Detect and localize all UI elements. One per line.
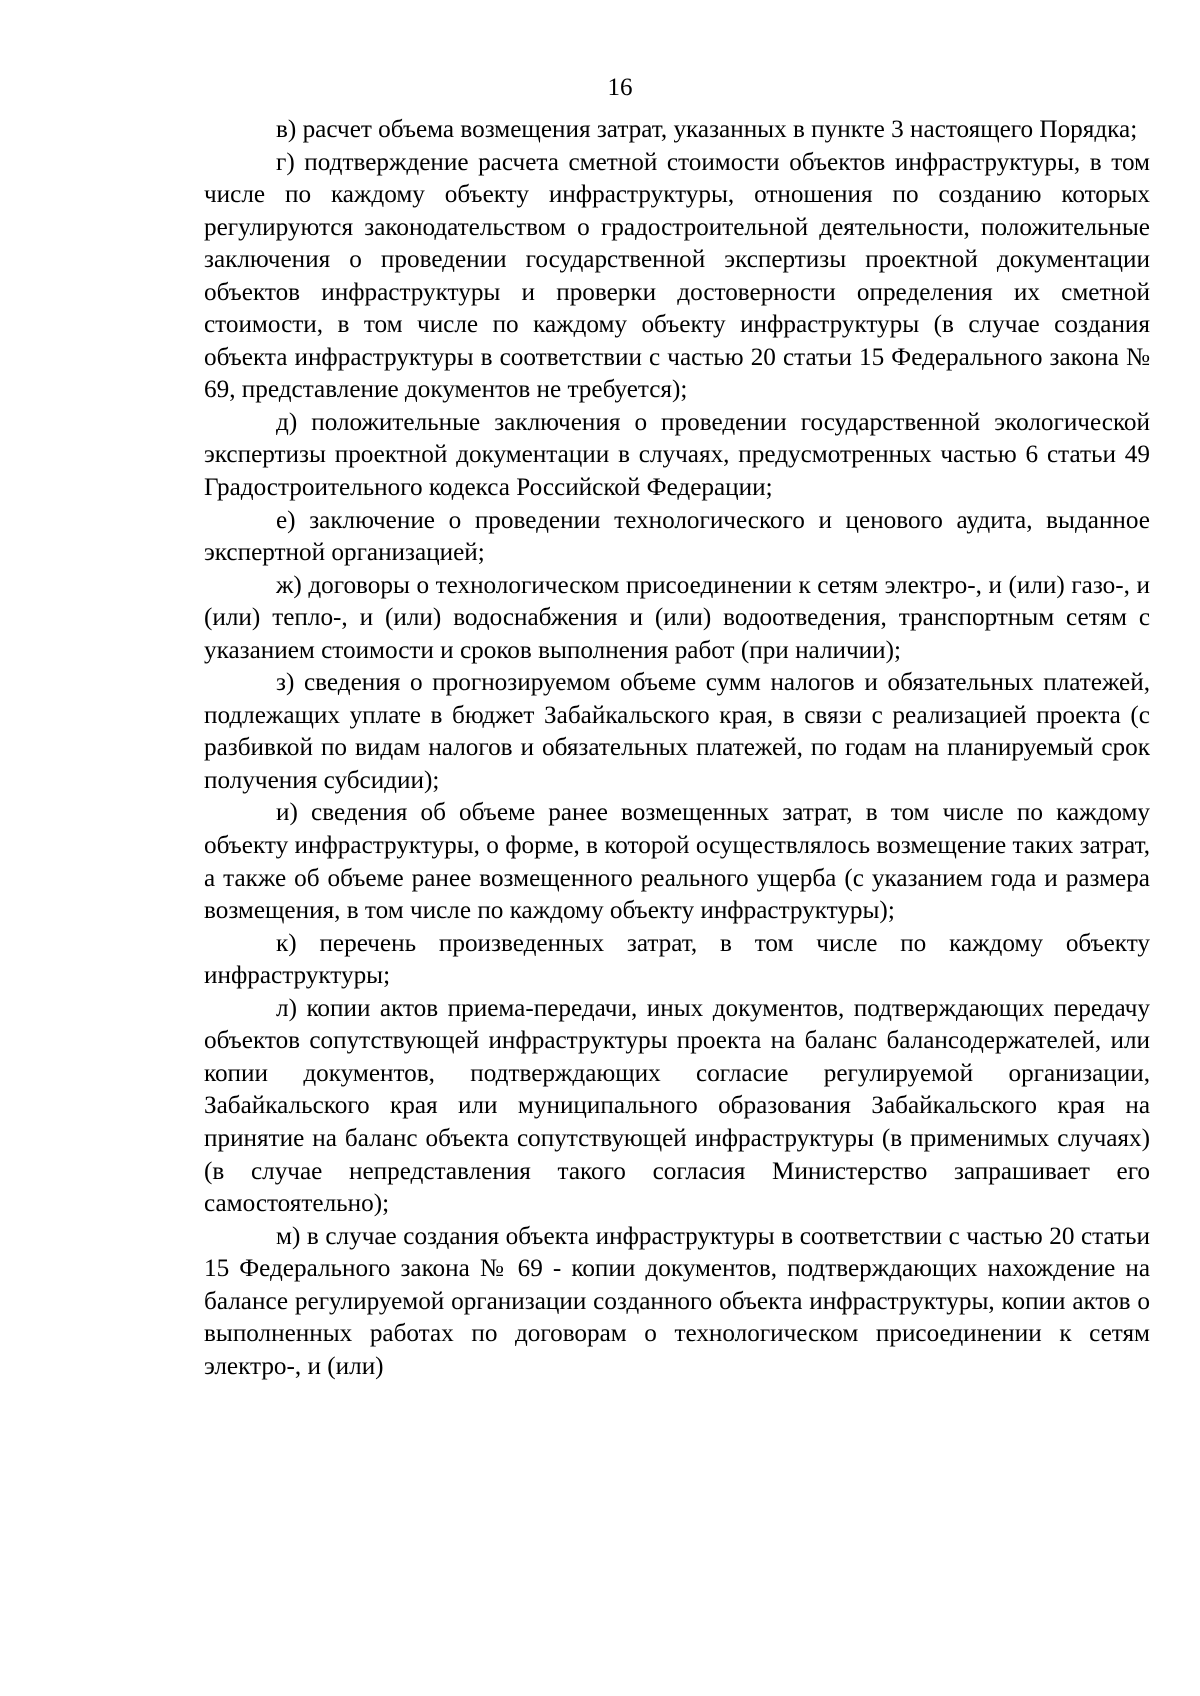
paragraph-z: з) сведения о прогнозируемом объеме сумм налогов и обязательных платежей, подлежащих уплате в бюджет Забайкальского края, в связи с реализацией проекта (с разбивкой по видам налогов и обязательных платежей, по годам на планируемый срок получения субсидии); xyxy=(204,669,1150,794)
document-body xyxy=(204,114,1150,1383)
paragraph-i: и) сведения об объеме ранее возмещенных затрат, в том числе по каждому объекту инфраструктуры, о форме, в которой осуществлялось возмещение таких затрат, а также об объеме ранее возмещенного реального ущерба (с указанием года и размера возмещения, в том числе по каждому объекту инфраструктуры); xyxy=(204,799,1150,925)
paragraph-d: д) положительные заключения о проведении государственной экологической экспертизы проектной документации в случаях, предусмотренных частью 6 статьи 49 Градостроительного кодекса Российской Федерации; xyxy=(204,408,1150,502)
page-number: 16 xyxy=(607,74,633,101)
paragraph-m: м) в случае создания объекта инфраструктуры в соответствии с частью 20 статьи 15 Федерального закона № 69 - копии документов, подтверждающих нахождение на балансе регулируемой организации созданного объекта инфраструктуры, копии актов о выполненных работах по договорам о технологическом присоединении к сетям электро-, и (или) xyxy=(204,1222,1150,1380)
paragraph-k: к) перечень произведенных затрат, в том числе по каждому объекту инфраструктуры; xyxy=(204,929,1150,990)
paragraph-zh: ж) договоры о технологическом присоединении к сетям электро-, и (или) газо-, и (или) тепло-, и (или) водоснабжения и (или) водоотведения, транспортным сетям с указанием стоимости и сроков выполнения работ (при наличии); xyxy=(204,571,1150,664)
paragraph-v: в) расчет объема возмещения затрат, указанных в пункте 3 настоящего Порядка; xyxy=(276,116,1138,143)
paragraph-e: е) заключение о проведении технологического и ценового аудита, выданное экспертной организацией; xyxy=(204,506,1150,567)
paragraph-g: г) подтверждение расчета сметной стоимости объектов инфраструктуры, в том числе по каждому объекту инфраструктуры, отношения по созданию которых регулируются законодательством о градостроительной деятельности, положительные заключения о проведении государственной экспертизы проектной документации объектов инфраструктуры и проверки достоверности определения их сметной стоимости, в том числе по каждому объекту инфраструктуры (в случае создания объекта инфраструктуры в соответствии с частью 20 статьи 15 Федерального закона № 69, представление документов не требуется); xyxy=(204,148,1150,404)
paragraph-l: л) копии актов приема-передачи, иных документов, подтверждающих передачу объектов сопутствующей инфраструктуры проекта на баланс балансодержателей, или копии документов, подтверждающих согласие регулируемой организации, Забайкальского края или муниципального образования Забайкальского края на принятие на баланс объекта сопутствующей инфраструктуры (в применимых случаях) (в случае непредставления такого согласия Министерство запрашивает его самостоятельно); xyxy=(204,994,1150,1218)
